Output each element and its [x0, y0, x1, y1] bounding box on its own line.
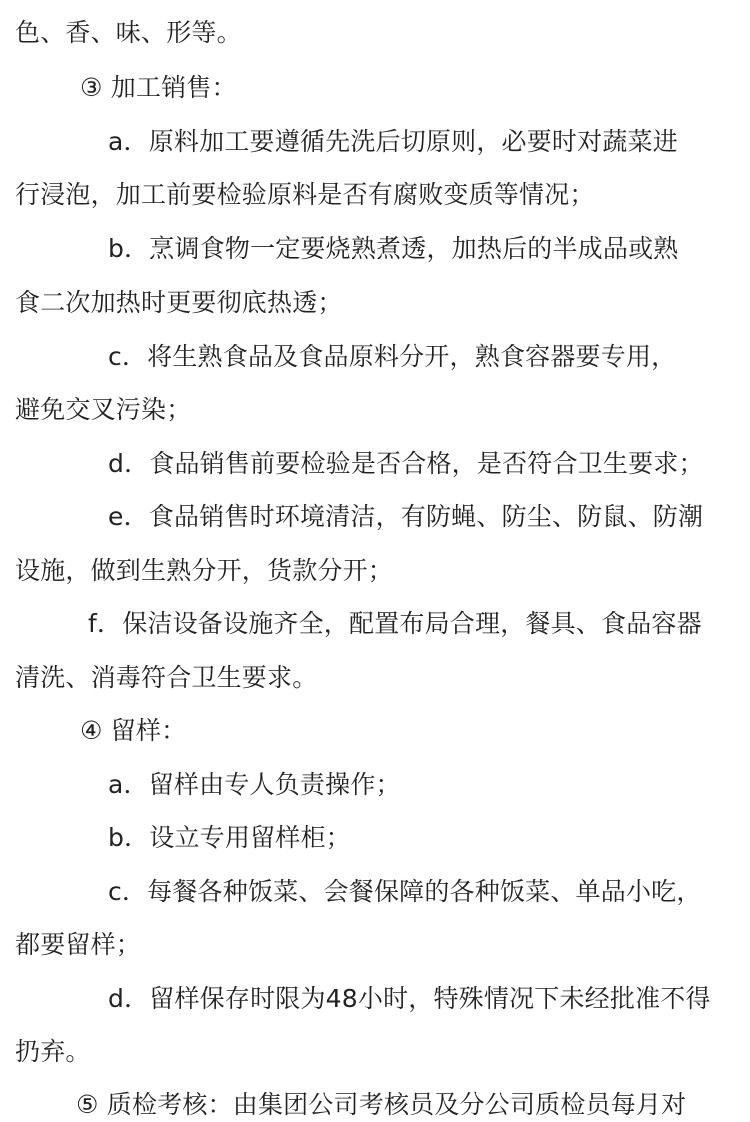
section-heading-samples: ④ 留样： [80, 716, 187, 745]
text-line: d．食品销售前要检验是否合格，是否符合卫生要求； [108, 449, 704, 478]
text-line: 行浸泡，加工前要检验原料是否有腐败变质等情况； [15, 180, 595, 209]
text-line: f．保洁设备设施齐全，配置布局合理，餐具、食品容器 [88, 609, 702, 638]
text-line: b．设立专用留样柜； [108, 823, 351, 852]
text-line: c．将生熟食品及食品原料分开，熟食容器要专用， [108, 342, 677, 371]
text-line: 色、香、味、形等。 [15, 18, 242, 47]
section-heading-processing-sales: ③ 加工销售： [80, 73, 237, 102]
text-line: a．留样由专人负责操作； [108, 770, 401, 799]
text-line: 食二次加热时更要彻底热透； [15, 288, 343, 317]
text-line: 避免交叉污染； [15, 395, 192, 424]
text-line: b．烹调食物一定要烧熟煮透，加热后的半成品或熟 [108, 234, 679, 263]
text-line: e．食品销售时环境清洁，有防蝇、防尘、防鼠、防潮 [108, 502, 704, 531]
text-line: a．原料加工要遵循先洗后切原则，必要时对蔬菜进 [108, 127, 678, 156]
section-heading-quality-inspection: ⑤ 质检考核：由集团公司考核员及分公司质检员每月对 [76, 1090, 687, 1119]
text-line: 都要留样； [15, 930, 142, 959]
text-line: d．留样保存时限为48小时，特殊情况下未经批准不得 [108, 984, 711, 1013]
text-line: 扔弃。 [15, 1037, 91, 1066]
text-line: 清洗、消毒符合卫生要求。 [15, 663, 318, 692]
text-line: 设施，做到生熟分开，货款分开； [15, 556, 394, 585]
text-line: c．每餐各种饭菜、会餐保障的各种饭菜、单品小吃， [108, 877, 702, 906]
